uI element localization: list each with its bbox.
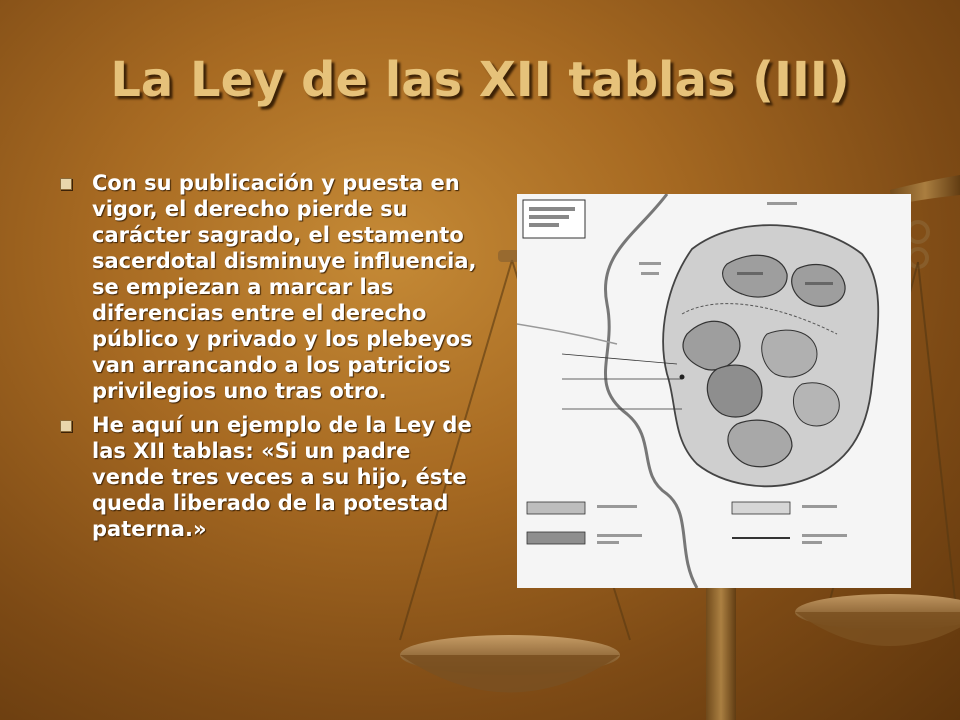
bullet-list: [58, 170, 478, 550]
map-drawing: [517, 194, 911, 588]
bullet-item: [58, 170, 478, 404]
bullet-text: Con su publicación y puesta en vigor, el derecho pierde su carácter sagrado, el estamento sacerdotal disminuye influencia, se empiezan a marcar las diferencias entre el derecho público y privado y los plebeyos van arrancando a los patricios privilegios uno tras otro.: [92, 171, 477, 403]
rome-map-illustration: [517, 194, 911, 588]
bullet-text: He aquí un ejemplo de la Ley de las XII tablas: «Si un padre vende tres veces a su hijo, éste queda liberado de la potestad paterna.»: [92, 413, 472, 541]
slide-title: La Ley de las XII tablas (III): [110, 52, 850, 108]
square-bullet-icon: [60, 420, 72, 432]
bullet-item: [58, 412, 478, 542]
square-bullet-icon: [60, 178, 72, 190]
